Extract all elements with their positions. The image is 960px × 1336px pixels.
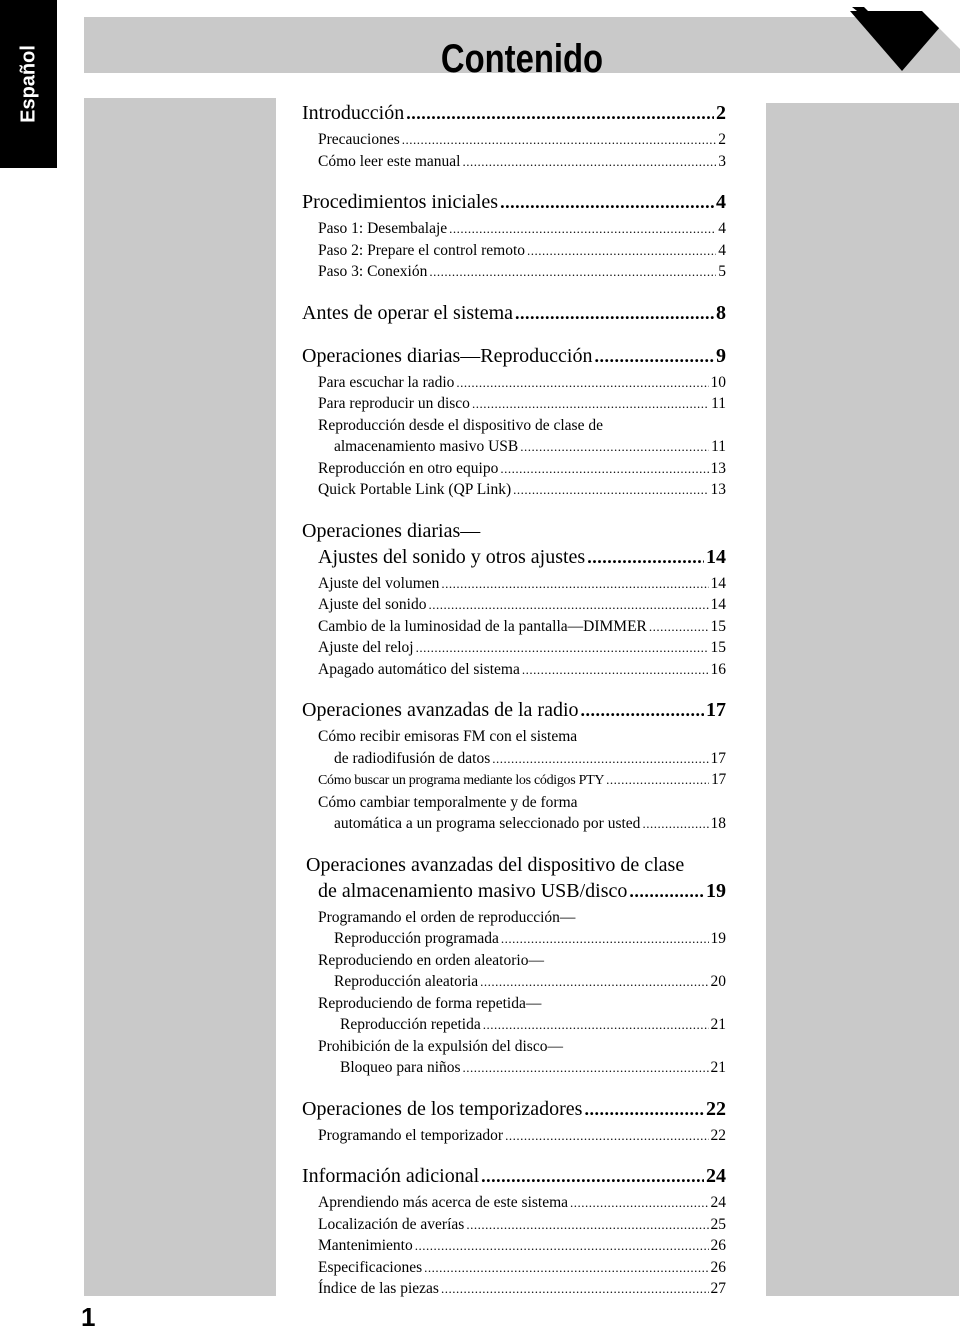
toc-entry-page: 16 bbox=[710, 660, 726, 678]
toc-entry-page: 11 bbox=[711, 438, 726, 455]
toc-entry-page: 24 bbox=[710, 1194, 726, 1211]
toc-heading[interactable] bbox=[302, 300, 726, 326]
toc-entry[interactable] bbox=[302, 261, 726, 283]
language-label: Español bbox=[17, 45, 39, 123]
toc-heading[interactable] bbox=[302, 189, 726, 215]
toc-heading-page: 8 bbox=[716, 301, 726, 324]
toc-entry[interactable] bbox=[302, 393, 726, 415]
toc-section-reproduccion bbox=[302, 343, 726, 501]
toc-entry-page: 17 bbox=[710, 749, 726, 767]
toc-entry[interactable] bbox=[302, 151, 726, 173]
toc-entry-page: 15 bbox=[710, 639, 726, 656]
toc-entry[interactable] bbox=[302, 813, 726, 835]
left-gray-column bbox=[84, 98, 276, 1296]
language-tab bbox=[0, 0, 57, 168]
header-bar bbox=[84, 17, 960, 81]
toc-entry-title: Apagado automático del sistema bbox=[318, 660, 520, 678]
right-gray-column bbox=[766, 103, 959, 1296]
toc-section-usb bbox=[302, 852, 726, 1079]
toc-entry[interactable] bbox=[302, 436, 726, 458]
toc-entry-page: 27 bbox=[710, 1280, 726, 1297]
toc-entry-title: Cambio de la luminosidad de la pantalla—DIMMER bbox=[318, 617, 647, 635]
toc-entry[interactable] bbox=[302, 129, 726, 151]
toc-entry-title: Reproducción programada bbox=[334, 930, 499, 947]
toc-entry-title: Localización de averías bbox=[318, 1215, 465, 1233]
toc-entry-title: Ajuste del reloj bbox=[318, 639, 414, 656]
toc-heading[interactable] bbox=[302, 1163, 726, 1189]
toc-entry-title: Precauciones bbox=[318, 131, 400, 148]
toc-heading-page: 4 bbox=[716, 191, 726, 213]
toc-heading-title: Operaciones avanzadas de la radio bbox=[302, 699, 579, 721]
table-of-contents bbox=[302, 100, 726, 1317]
toc-entry-page: 3 bbox=[718, 152, 726, 170]
toc-entry[interactable] bbox=[302, 218, 726, 240]
toc-entry-page: 21 bbox=[710, 1016, 726, 1033]
toc-heading-title: Información adicional bbox=[302, 1165, 480, 1187]
toc-entry-title: Cómo buscar un programa mediante los códigos PTY bbox=[318, 773, 605, 788]
toc-entry-page: 13 bbox=[710, 459, 726, 477]
toc-entry[interactable] bbox=[302, 1214, 726, 1236]
toc-entry-title: Para escuchar la radio bbox=[318, 373, 455, 391]
toc-heading[interactable] bbox=[302, 100, 726, 126]
toc-entry-title: Bloqueo para niños bbox=[340, 1059, 461, 1076]
toc-entry-page: 14 bbox=[710, 596, 726, 613]
toc-heading-page: 14 bbox=[706, 545, 726, 568]
toc-heading-title: de almacenamiento masivo USB/disco bbox=[318, 879, 628, 902]
toc-entry-page: 17 bbox=[711, 771, 726, 788]
toc-entry-title: Ajuste del sonido bbox=[318, 596, 427, 613]
toc-entry-page: 20 bbox=[710, 973, 726, 990]
toc-entry-page: 18 bbox=[710, 815, 726, 832]
toc-entry-title-line1[interactable]: Reproduciendo en orden aleatorio— bbox=[318, 951, 544, 969]
toc-section-introduccion bbox=[302, 100, 726, 172]
toc-heading-title-line1[interactable]: Operaciones diarias— bbox=[302, 519, 481, 542]
toc-entry-title: Quick Portable Link (QP Link) bbox=[318, 481, 512, 498]
toc-entry-page: 4 bbox=[718, 220, 726, 237]
toc-heading-page: 24 bbox=[706, 1165, 726, 1187]
toc-entry-title-line1[interactable]: Cómo cambiar temporalmente y de forma bbox=[318, 793, 578, 811]
toc-entry[interactable] bbox=[302, 971, 726, 993]
toc-entry-title-line1[interactable]: Prohibición de la expulsión del disco— bbox=[318, 1037, 563, 1055]
toc-entry[interactable] bbox=[302, 1257, 726, 1279]
toc-entry[interactable] bbox=[302, 1278, 726, 1300]
triangle-arrow-icon bbox=[846, 5, 960, 73]
toc-entry-title: Para reproducir un disco bbox=[318, 395, 470, 412]
toc-heading-title: Operaciones diarias—Reproducción bbox=[302, 344, 593, 367]
toc-entry-page: 26 bbox=[710, 1258, 726, 1276]
toc-entry-title: Paso 1: Desembalaje bbox=[318, 220, 448, 237]
toc-heading-page: 17 bbox=[706, 699, 726, 721]
toc-entry-title-line1[interactable]: Reproducción desde el dispositivo de clase de bbox=[318, 416, 603, 434]
toc-entry-title: Reproducción aleatoria bbox=[334, 973, 479, 990]
toc-heading[interactable] bbox=[302, 697, 726, 723]
toc-heading[interactable] bbox=[302, 878, 726, 904]
toc-entry-page: 26 bbox=[710, 1237, 726, 1254]
toc-entry[interactable] bbox=[302, 372, 726, 394]
toc-heading-page: 9 bbox=[716, 344, 726, 367]
toc-entry-page: 5 bbox=[718, 263, 726, 280]
toc-entry[interactable] bbox=[302, 616, 726, 638]
toc-entry-title: Mantenimiento bbox=[318, 1237, 413, 1254]
toc-section-procedimientos bbox=[302, 189, 726, 283]
toc-section-informacion bbox=[302, 1163, 726, 1300]
toc-entry-title: almacenamiento masivo USB bbox=[334, 438, 519, 455]
toc-entry[interactable] bbox=[302, 479, 726, 501]
toc-heading-title: Operaciones de los temporizadores bbox=[302, 1097, 583, 1120]
toc-entry-title: Reproducción en otro equipo bbox=[318, 459, 499, 477]
toc-heading[interactable] bbox=[302, 544, 726, 570]
toc-entry-title: Reproducción repetida bbox=[340, 1016, 481, 1033]
toc-entry[interactable] bbox=[302, 748, 726, 770]
toc-entry-title: Programando el temporizador bbox=[318, 1126, 504, 1144]
toc-heading[interactable] bbox=[302, 1096, 726, 1122]
toc-heading-title: Ajustes del sonido y otros ajustes bbox=[318, 545, 586, 568]
toc-entry-page: 22 bbox=[710, 1126, 726, 1144]
toc-entry-title: Paso 3: Conexión bbox=[318, 263, 428, 280]
toc-entry[interactable] bbox=[302, 1192, 726, 1214]
toc-entry[interactable] bbox=[302, 573, 726, 595]
toc-entry-page: 4 bbox=[718, 241, 726, 259]
toc-entry-title: Ajuste del volumen bbox=[318, 574, 440, 592]
toc-heading-title: Antes de operar el sistema bbox=[302, 301, 514, 324]
toc-entry[interactable] bbox=[302, 928, 726, 950]
toc-entry[interactable] bbox=[302, 1057, 726, 1079]
toc-entry[interactable] bbox=[302, 240, 726, 262]
toc-entry-title: Aprendiendo más acerca de este sistema bbox=[318, 1194, 569, 1211]
toc-entry[interactable] bbox=[302, 769, 726, 792]
toc-heading-page: 19 bbox=[706, 879, 726, 902]
toc-section-temporizadores bbox=[302, 1096, 726, 1147]
toc-entry[interactable] bbox=[302, 637, 726, 659]
toc-entry[interactable] bbox=[302, 659, 726, 681]
toc-entry-page: 11 bbox=[711, 395, 726, 412]
toc-entry-title: automática a un programa seleccionado por usted bbox=[334, 815, 641, 832]
toc-entry-page: 2 bbox=[718, 131, 726, 148]
toc-section-ajustes bbox=[302, 518, 726, 681]
toc-entry[interactable] bbox=[302, 1235, 726, 1257]
toc-heading-page: 2 bbox=[716, 102, 726, 124]
toc-entry-page: 25 bbox=[710, 1215, 726, 1233]
toc-heading-title: Introducción bbox=[302, 102, 405, 124]
toc-entry-title-line1[interactable]: Cómo recibir emisoras FM con el sistema bbox=[318, 728, 578, 745]
toc-entry-page: 19 bbox=[710, 930, 726, 947]
toc-entry-title-line1[interactable]: Reproduciendo de forma repetida— bbox=[318, 994, 542, 1012]
toc-entry[interactable] bbox=[302, 594, 726, 616]
toc-entry-title: de radiodifusión de datos bbox=[334, 749, 491, 767]
toc-entry[interactable] bbox=[302, 1014, 726, 1036]
toc-entry-page: 15 bbox=[710, 617, 726, 635]
toc-heading[interactable] bbox=[302, 343, 726, 369]
toc-entry-title: Paso 2: Prepare el control remoto bbox=[318, 241, 526, 259]
page-title: Contenido bbox=[440, 37, 604, 81]
toc-section-antes bbox=[302, 300, 726, 326]
toc-entry-page: 13 bbox=[710, 481, 726, 498]
page-number: 1 bbox=[81, 1302, 96, 1332]
toc-entry-title: Especificaciones bbox=[318, 1258, 423, 1276]
toc-heading-title: Procedimientos iniciales bbox=[302, 191, 499, 213]
toc-entry[interactable] bbox=[302, 458, 726, 480]
toc-entry-page: 21 bbox=[710, 1059, 726, 1076]
toc-heading-title-line1[interactable]: Operaciones avanzadas del dispositivo de clase bbox=[306, 853, 685, 876]
toc-section-radio bbox=[302, 697, 726, 835]
toc-entry-title-line1[interactable]: Programando el orden de reproducción— bbox=[318, 908, 576, 926]
toc-heading-page: 22 bbox=[706, 1097, 726, 1120]
toc-entry-page: 10 bbox=[710, 373, 726, 391]
toc-entry-title: Índice de las piezas bbox=[318, 1280, 439, 1297]
toc-entry[interactable] bbox=[302, 1125, 726, 1147]
toc-entry-page: 14 bbox=[710, 574, 726, 592]
toc-entry-title: Cómo leer este manual bbox=[318, 152, 461, 170]
